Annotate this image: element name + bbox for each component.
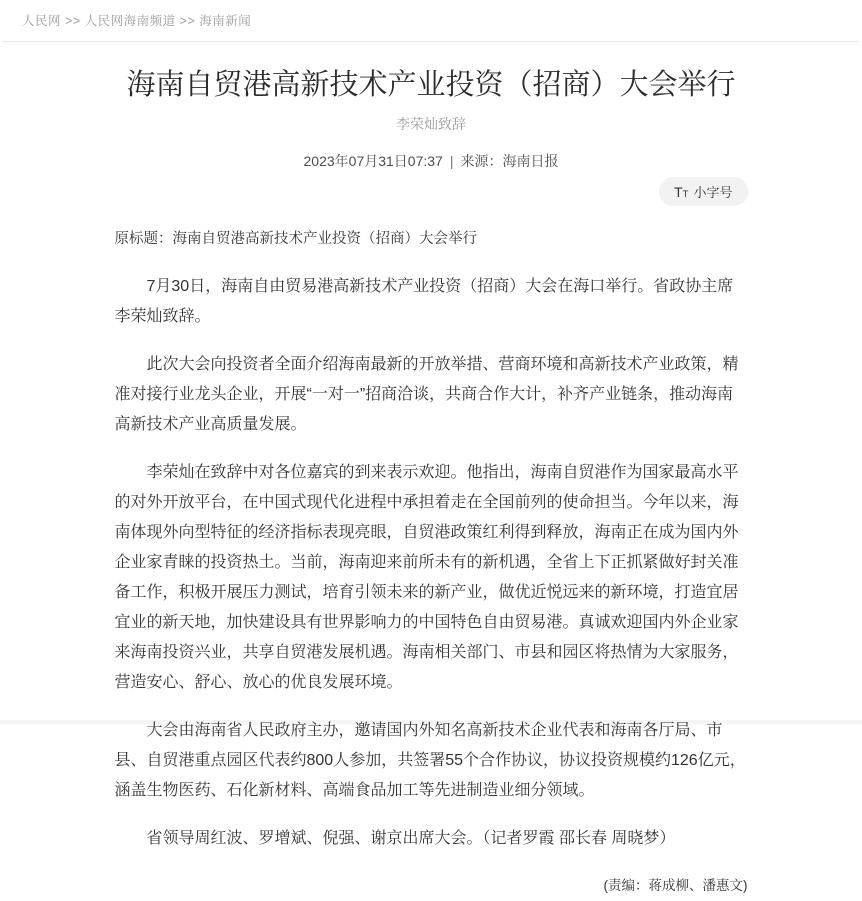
article-content — [115, 67, 748, 901]
breadcrumb-separator: >> — [179, 14, 196, 28]
breadcrumb-separator: >> — [65, 14, 81, 28]
editors-credit: (责编：蒋成柳、潘惠文) — [603, 878, 748, 894]
article-paragraph: 省领导周红波、罗增斌、倪强、谢京出席大会。（记者罗霞 邵长春 周晓梦） — [146, 830, 676, 848]
article-toolbar — [115, 177, 748, 206]
breadcrumb-link-peoples-daily[interactable]: 人民网 — [22, 14, 62, 28]
breadcrumb-link-hainan-news[interactable]: 海南新闻 — [199, 14, 252, 28]
article-subtitle: 李荣灿致辞 — [396, 116, 466, 133]
article-body — [115, 224, 748, 901]
meta-separator: | — [449, 153, 454, 170]
article-paragraph: 7月30日，海南自由贸易港高新技术产业投资（招商）大会在海口举行。省政协主席李荣灿致辞。 — [114, 278, 734, 326]
header-divider — [3, 41, 859, 42]
original-title-line: 原标题：海南自贸港高新技术产业投资（招商）大会举行 — [114, 231, 477, 248]
font-size-button-label: 小字号 — [693, 185, 733, 201]
source-label: 来源： — [460, 153, 503, 170]
font-size-button[interactable] — [659, 177, 747, 206]
font-size-icon: TT — [674, 183, 689, 200]
source-link[interactable]: 海南日报 — [502, 153, 559, 170]
breadcrumb-link-hainan-channel[interactable]: 人民网海南频道 — [84, 14, 176, 28]
breadcrumb — [0, 0, 862, 41]
article-paragraph: 李荣灿在致辞中对各位嘉宾的到来表示欢迎。他指出，海南自贸港作为国家最高水平的对外开放平台，在中国式现代化进程中承担着走在全国前列的使命担当。今年以来，海南体现外向型特征的经济指标表现亮眼，自贸港政策红利得到释放，海南正在成为国内外企业家青睐的投资热土。当前，海南迎来前所未有的新机遇，全省上下正抓紧做好封关准备工作，积极开展压力测试，培育引领未来的新产业，做优近悦远来的新环境，打造宜居宜业的新天地，加快建设具有世界影响力的中国特色自由贸易港。真诚欢迎国内外企业家来海南投资兴业，共享自贸港发展机遇。海南相关部门、市县和园区将热情为大家服务，营造安心、舒心、放心的优良发展环境。 — [114, 464, 739, 692]
publish-date: 2023年07月31日07:37 — [303, 153, 443, 170]
article-paragraph: 大会由海南省人民政府主办，邀请国内外知名高新技术企业代表和海南各厅局、市县、自贸港重点园区代表约800人参加，共签署55个合作协议，协议投资规模约126亿元，涵盖生物医药、石化新材料、高端食品加工等先进制造业细分领域。 — [114, 722, 746, 800]
article-paragraph: 此次大会向投资者全面介绍海南最新的开放举措、营商环境和高新技术产业政策，精准对接行业龙头企业，开展“一对一”招商洽谈，共商合作大计，补齐产业链条，推动海南高新技术产业高质量发展。 — [114, 356, 739, 434]
article-meta — [115, 151, 748, 171]
page-title: 海南自贸港高新技术产业投资（招商）大会举行 — [126, 69, 736, 101]
